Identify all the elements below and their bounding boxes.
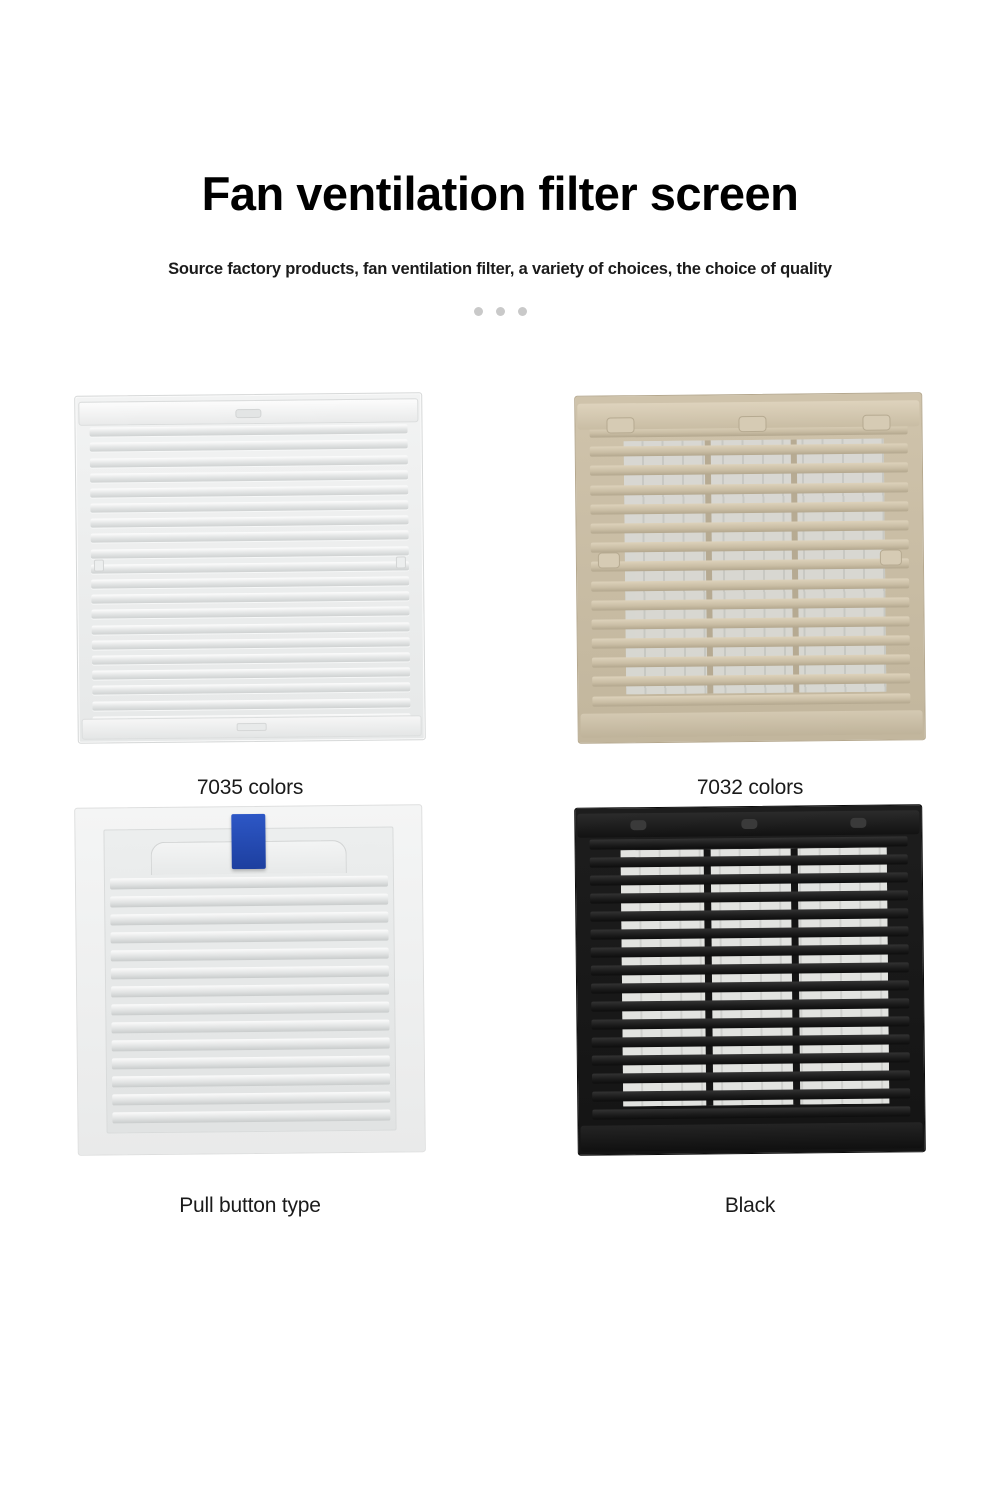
product-grid bbox=[0, 388, 1000, 1218]
panel-latch-top-right bbox=[862, 414, 890, 430]
product-image-7032 bbox=[570, 388, 930, 748]
panel-inner bbox=[103, 826, 397, 1134]
page-header bbox=[0, 0, 1000, 316]
product-image-black bbox=[570, 800, 930, 1160]
product-caption: 7032 colors bbox=[696, 775, 804, 799]
panel-frame bbox=[574, 804, 926, 1156]
panel-latch-top-right bbox=[850, 818, 866, 828]
panel-slats bbox=[589, 424, 910, 725]
panel-frame bbox=[74, 804, 426, 1156]
carousel-dots[interactable] bbox=[0, 307, 1000, 316]
page-title: Fan ventilation filter screen bbox=[201, 167, 799, 220]
louver-panel-black bbox=[574, 804, 926, 1156]
louver-panel-pull-button bbox=[74, 804, 426, 1156]
panel-slats bbox=[110, 875, 390, 1123]
panel-clip-right bbox=[396, 556, 406, 568]
louver-panel-white bbox=[74, 392, 426, 744]
product-card-pull-button[interactable] bbox=[0, 800, 500, 1218]
panel-slats bbox=[89, 424, 410, 725]
panel-latch-top-left bbox=[631, 820, 647, 830]
panel-latch-top-left bbox=[607, 417, 635, 433]
panel-latch-mid-right bbox=[880, 549, 902, 565]
panel-bottom-bar bbox=[580, 709, 923, 737]
blue-pull-button bbox=[231, 813, 266, 868]
carousel-dot[interactable] bbox=[496, 307, 505, 316]
product-card-7032[interactable] bbox=[500, 388, 1000, 800]
product-card-7035[interactable] bbox=[0, 388, 500, 800]
panel-latch-top bbox=[235, 408, 261, 417]
louver-panel-beige bbox=[574, 392, 926, 744]
panel-clip-left bbox=[94, 559, 104, 571]
panel-bottom-bar bbox=[580, 1121, 923, 1151]
panel-latch-bottom bbox=[237, 722, 267, 730]
product-image-pull-button bbox=[70, 800, 430, 1160]
panel-latch-mid-left bbox=[598, 552, 620, 568]
panel-latch-top-center bbox=[738, 415, 766, 431]
product-card-black[interactable] bbox=[500, 800, 1000, 1218]
product-caption: Pull button type bbox=[179, 1193, 321, 1217]
product-caption: 7035 colors bbox=[196, 775, 304, 799]
carousel-dot[interactable] bbox=[518, 307, 527, 316]
page-subtitle: Source factory products, fan ventilation filter, a variety of choices, the choice of quality bbox=[168, 259, 832, 278]
panel-slats bbox=[589, 836, 910, 1137]
product-caption: Black bbox=[724, 1193, 776, 1217]
panel-latch-top-center bbox=[741, 819, 757, 829]
carousel-dot[interactable] bbox=[474, 307, 483, 316]
panel-frame bbox=[74, 392, 426, 744]
product-image-7035 bbox=[70, 388, 430, 748]
panel-frame bbox=[574, 392, 926, 744]
